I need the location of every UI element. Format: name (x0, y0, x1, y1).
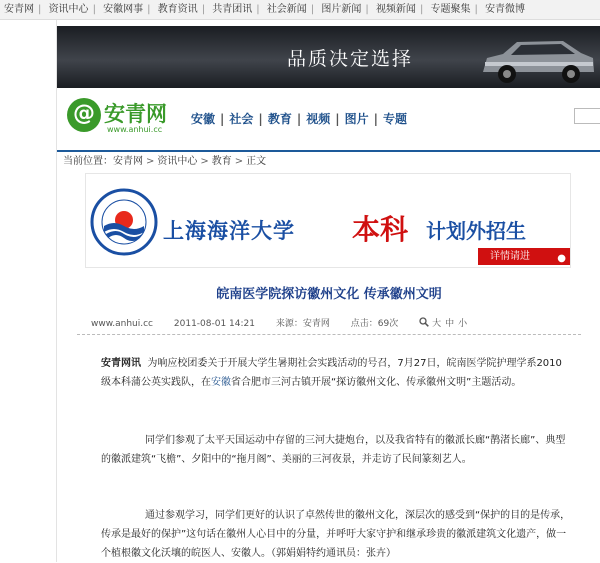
top-nav-divider: | (310, 4, 315, 15)
paragraph-1-text-a: 为响应校团委关于开展大学生暑期社会实践活动的号召，7月27日，皖南医学院护理学系2010级本科蒲公英实践队，在 (101, 358, 562, 388)
top-nav-divider: | (365, 4, 369, 15)
top-nav-divider: | (201, 4, 206, 15)
paragraph-1-text-b: 省合肥市三河古镇开展“探访徽州文化、传承徽州文明”主题活动。 (231, 377, 522, 388)
top-nav-divider: | (92, 4, 96, 15)
breadcrumb-arrow-icon: > (146, 156, 155, 167)
article-site: www.anhui.cc (91, 319, 154, 329)
nav-item-topics[interactable]: 专题 (383, 112, 408, 126)
nav-item-education[interactable]: 教育 (267, 112, 292, 126)
ad-more-button[interactable] (478, 248, 570, 265)
ad-undergrad-text: 本科 (352, 213, 409, 246)
article-paragraph-1 (101, 354, 571, 392)
top-nav-link-society[interactable]: 社会新闻 (266, 4, 307, 15)
breadcrumb-label: 当前位置： (63, 156, 113, 167)
search-input[interactable] (574, 108, 600, 124)
article-divider (77, 334, 581, 335)
article-lead: 安青网讯 (101, 358, 141, 369)
ad-plan-text: 计划外招生 (426, 219, 526, 243)
article-clicks: 点击：69次 (350, 319, 399, 329)
top-nav-link-weibo[interactable]: 安青微博 (485, 4, 526, 15)
breadcrumb-arrow-icon: > (200, 156, 209, 167)
paw-icon: ● (557, 253, 566, 264)
top-nav-link-video[interactable]: 视频新闻 (375, 4, 416, 15)
nav-item-video[interactable]: 视频 (306, 112, 331, 126)
breadcrumb-item-home[interactable]: 安青网 (113, 156, 143, 167)
breadcrumb-item-education[interactable]: 教育 (211, 156, 232, 167)
breadcrumb (63, 152, 266, 167)
banner-slogan: 品质决定选择 (287, 48, 414, 70)
ad-school-name: 上海海洋大学 (163, 219, 295, 243)
top-nav-link-anhui[interactable]: 安徽网事 (103, 4, 144, 15)
top-navigation-bar (0, 0, 600, 20)
font-size-small-link[interactable]: 小 (458, 319, 468, 329)
university-emblem-icon (90, 180, 158, 264)
ad-more-label: 详情请进 (490, 251, 530, 262)
main-navigation (191, 110, 407, 127)
top-nav-link-home[interactable]: 安青网 (4, 4, 34, 15)
logo-domain: www.anhui.cc (107, 125, 163, 134)
article-paragraph-2 (101, 431, 571, 469)
article-title: 皖南医学院探访徽州文化 传承徽州文明 (216, 287, 442, 302)
top-nav-divider: | (474, 4, 478, 15)
top-nav-link-topics[interactable]: 专题聚集 (430, 4, 471, 15)
magnifier-icon (419, 317, 429, 327)
car-advertisement-banner[interactable] (57, 26, 600, 88)
breadcrumb-arrow-icon: > (234, 156, 244, 167)
logo-name: 安青网 (104, 101, 167, 126)
breadcrumb-item-current: 正文 (246, 156, 267, 167)
page-container (56, 20, 600, 562)
anhui-link[interactable]: 安徽 (211, 377, 231, 388)
site-logo[interactable] (67, 98, 177, 138)
site-header (57, 94, 600, 152)
breadcrumb-item-news-center[interactable]: 资讯中心 (157, 156, 198, 167)
suv-car-image (477, 32, 597, 86)
top-nav-link-education[interactable]: 教育资讯 (157, 4, 198, 15)
article-paragraph-3 (101, 506, 571, 563)
nav-divider: | (258, 112, 263, 126)
nav-item-anhui[interactable]: 安徽 (191, 112, 216, 126)
article-date: 2011-08-01 14:21 (173, 319, 255, 329)
font-size-medium-link[interactable]: 中 (445, 319, 455, 329)
nav-divider: | (335, 112, 340, 126)
nav-item-society[interactable]: 社会 (229, 112, 254, 126)
article-source: 来源：安青网 (275, 319, 330, 329)
top-nav-link-youth-league[interactable]: 共青团讯 (212, 4, 253, 15)
nav-item-pictures[interactable]: 图片 (344, 112, 369, 126)
font-size-large-link[interactable]: 大 (432, 319, 442, 329)
top-nav-divider: | (147, 4, 151, 15)
nav-divider: | (220, 112, 225, 126)
article-meta (91, 316, 467, 329)
paragraph-2-text: 同学们参观了太平天国运动中存留的三河大捷炮台，以及我省特有的徽派长廊“鹊渚长廊”、典型的徽派建筑“飞檐”、夕阳中的“拖月阁”、美丽的三河夜景，并走访了民间篆刻艺人。 (101, 435, 566, 465)
top-nav-link-news-center[interactable]: 资讯中心 (48, 4, 89, 15)
paragraph-3-text: 通过参观学习，同学们更好的认识了卓然传世的徽州文化，深层次的感受到“保护的目的是传承，传承是最好的保护”这句话在徽州人心目中的分量，并呼吁大家守护和继承珍贵的徽派建筑文化遗产，做一个植根徽文化沃壤的皖医人、安徽人。（郭娟娟特约通讯员：张卉） (101, 510, 571, 559)
top-nav-divider: | (256, 4, 260, 15)
top-nav-link-pictures[interactable]: 图片新闻 (321, 4, 362, 15)
university-advertisement[interactable] (85, 173, 571, 268)
at-sign-logo-icon: @ (67, 98, 101, 132)
nav-divider: | (373, 112, 379, 126)
nav-divider: | (296, 112, 302, 126)
top-nav-divider: | (38, 4, 42, 15)
top-nav-divider: | (419, 4, 424, 15)
